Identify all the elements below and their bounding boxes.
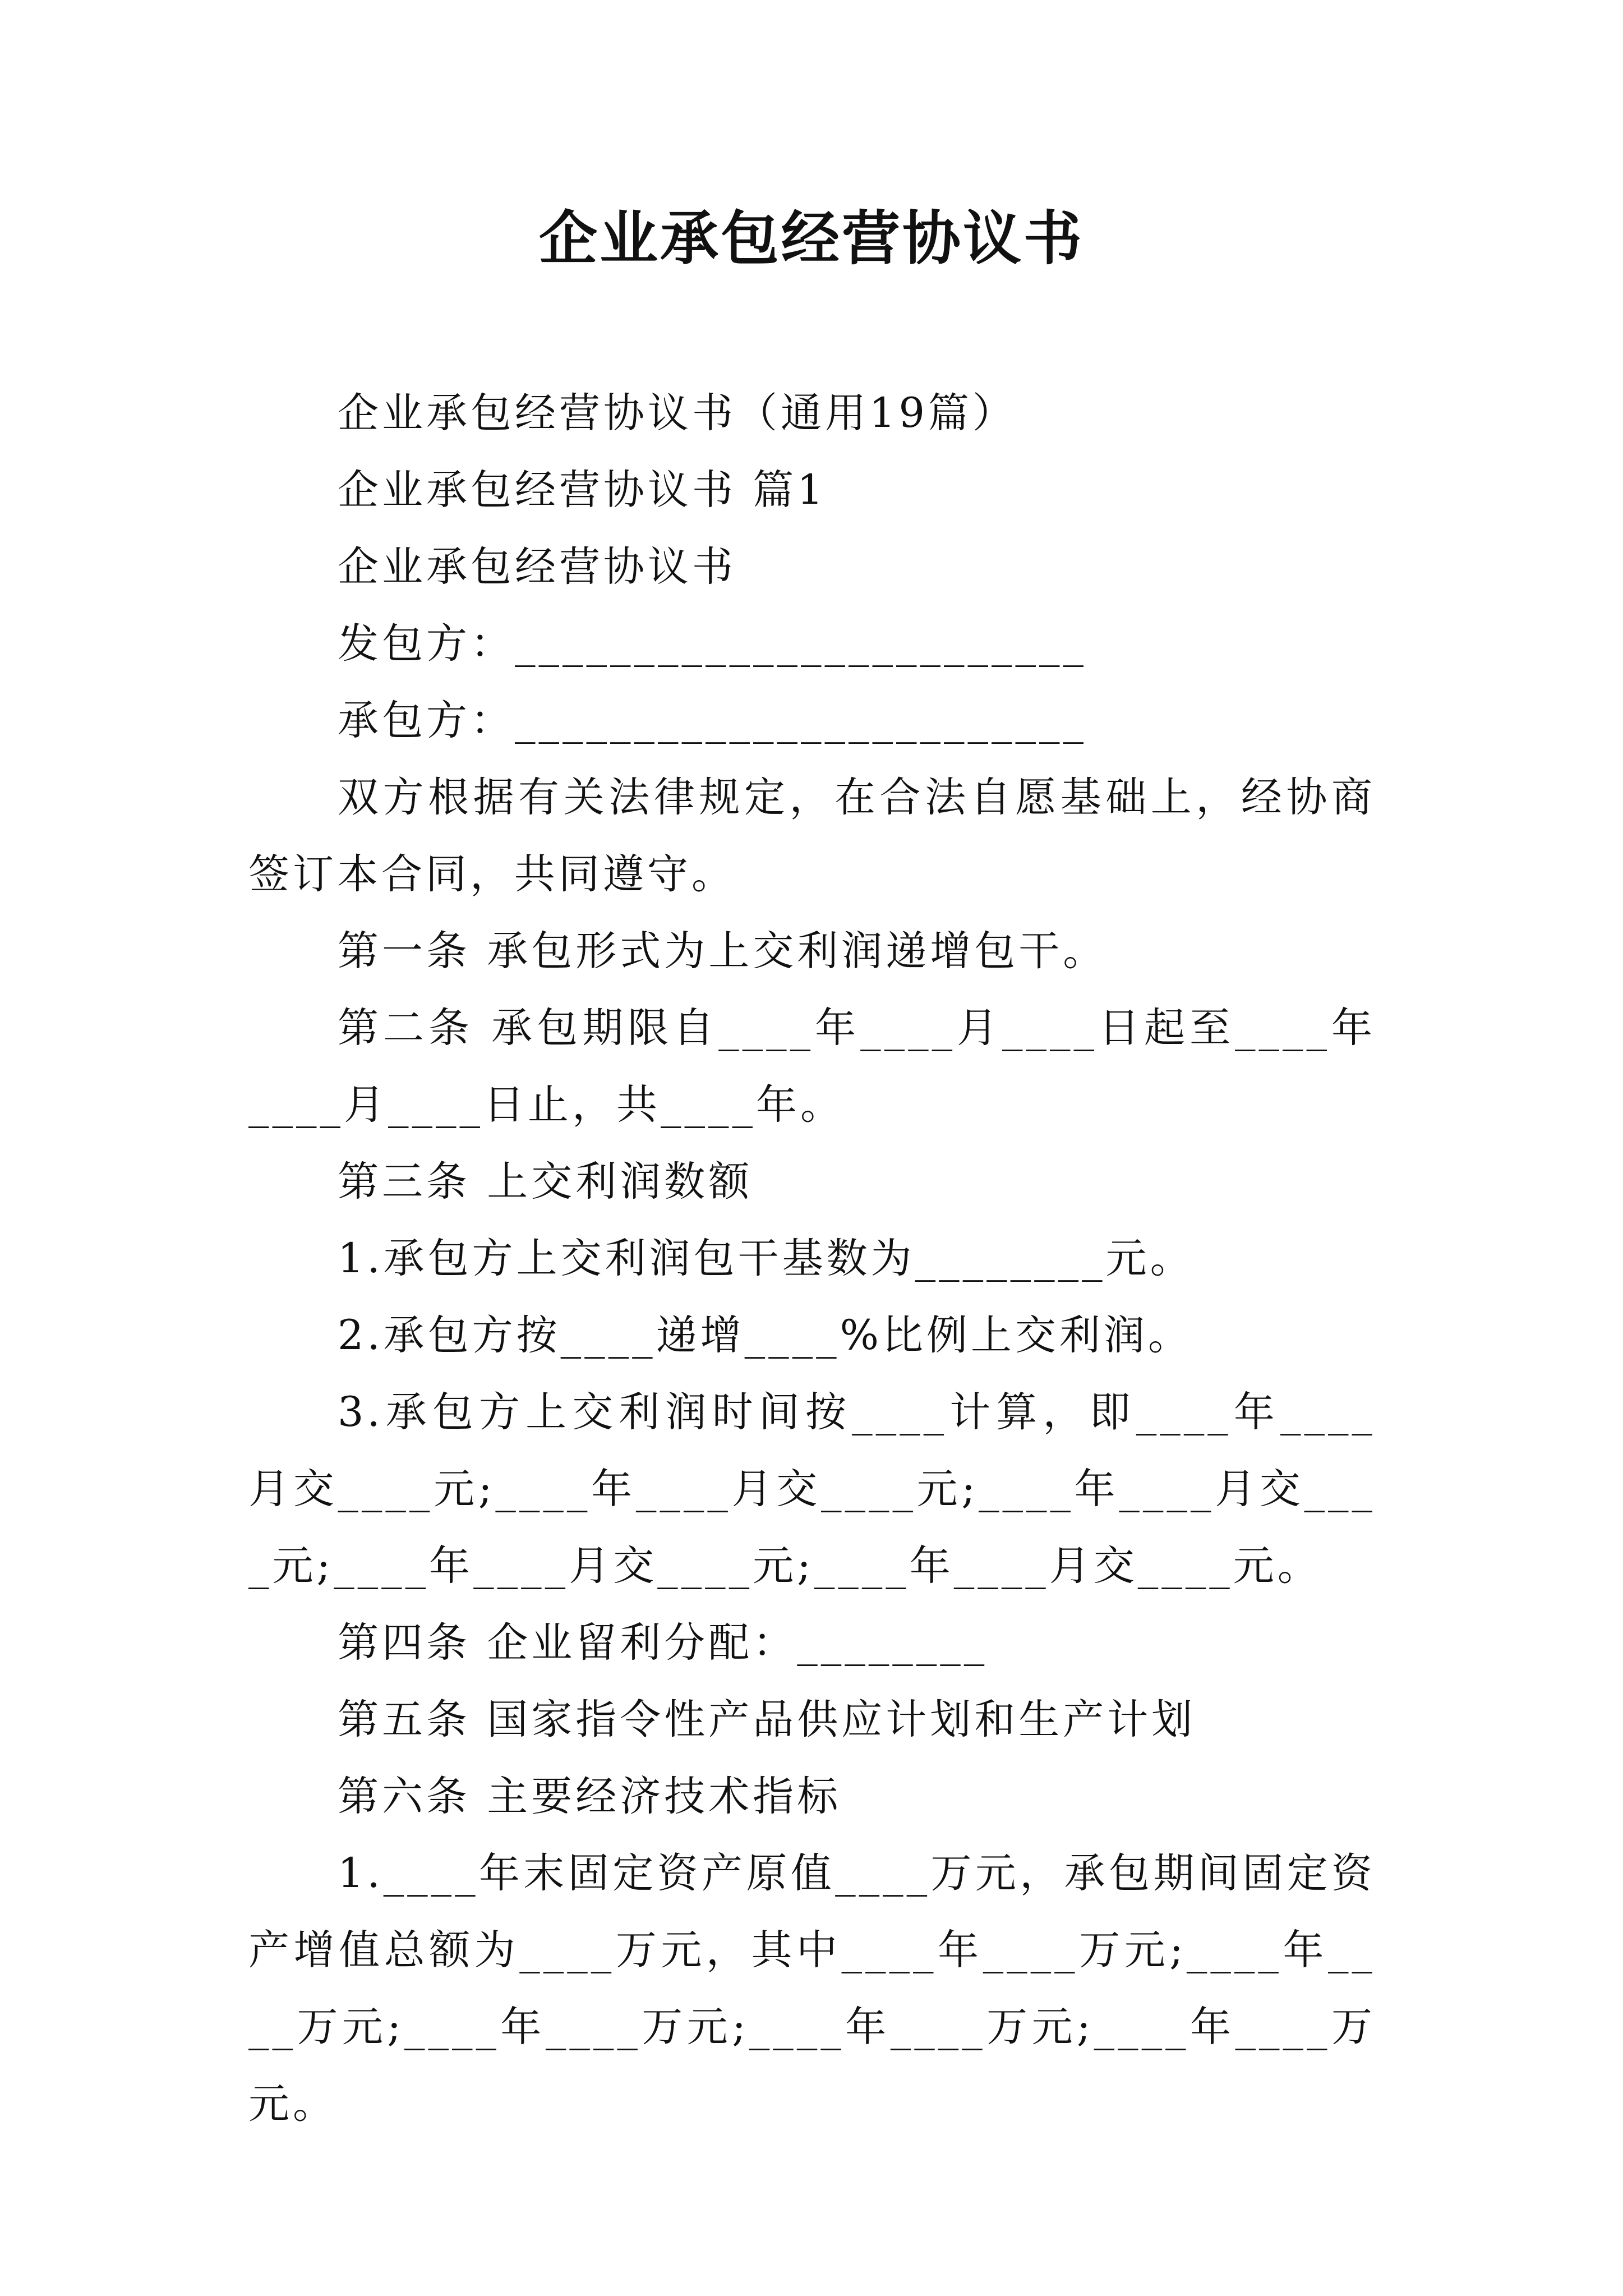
paragraph: 企业承包经营协议书 篇1 xyxy=(338,466,827,514)
document-title: 企业承包经营协议书 xyxy=(538,204,1084,273)
paragraph: 第三条 上交利润数额 xyxy=(338,1158,753,1205)
document-body xyxy=(248,375,1376,2142)
paragraph: 企业承包经营协议书 xyxy=(338,543,736,591)
paragraph: 第一条 承包形式为上交利润递增包干。 xyxy=(338,927,1108,975)
paragraph: 2.承包方按____递增____%比例上交利润。 xyxy=(338,1312,1193,1359)
paragraph: 1.____年末固定资产原值____万元，承包期间固定资产增值总额为____万元，其中____年____万元;____年____万元;____年____万元;____年____万元;____年____万元。 xyxy=(248,1849,1376,2128)
paragraph: 第四条 企业留利分配：________ xyxy=(338,1619,988,1667)
paragraph: 发包方：________________________ xyxy=(338,620,1087,668)
paragraph: 第五条 国家指令性产品供应计划和生产计划 xyxy=(338,1696,1196,1743)
paragraph: 承包方：________________________ xyxy=(338,697,1087,744)
paragraph: 双方根据有关法律规定，在合法自愿基础上，经协商签订本合同，共同遵守。 xyxy=(248,774,1376,898)
paragraph: 企业承包经营协议书（通用19篇） xyxy=(338,389,1017,437)
paragraph: 第六条 主要经济技术指标 xyxy=(338,1773,842,1820)
paragraph: 1.承包方上交利润包干基数为________元。 xyxy=(338,1235,1195,1282)
paragraph: 3.承包方上交利润时间按____计算，即____年____月交____元;____年____月交____元;____年____月交____元;____年____月交____元;____年____月交____元。 xyxy=(248,1388,1376,1590)
paragraph: 第二条 承包期限自____年____月____日起至____年____月____日止，共____年。 xyxy=(248,1004,1376,1129)
